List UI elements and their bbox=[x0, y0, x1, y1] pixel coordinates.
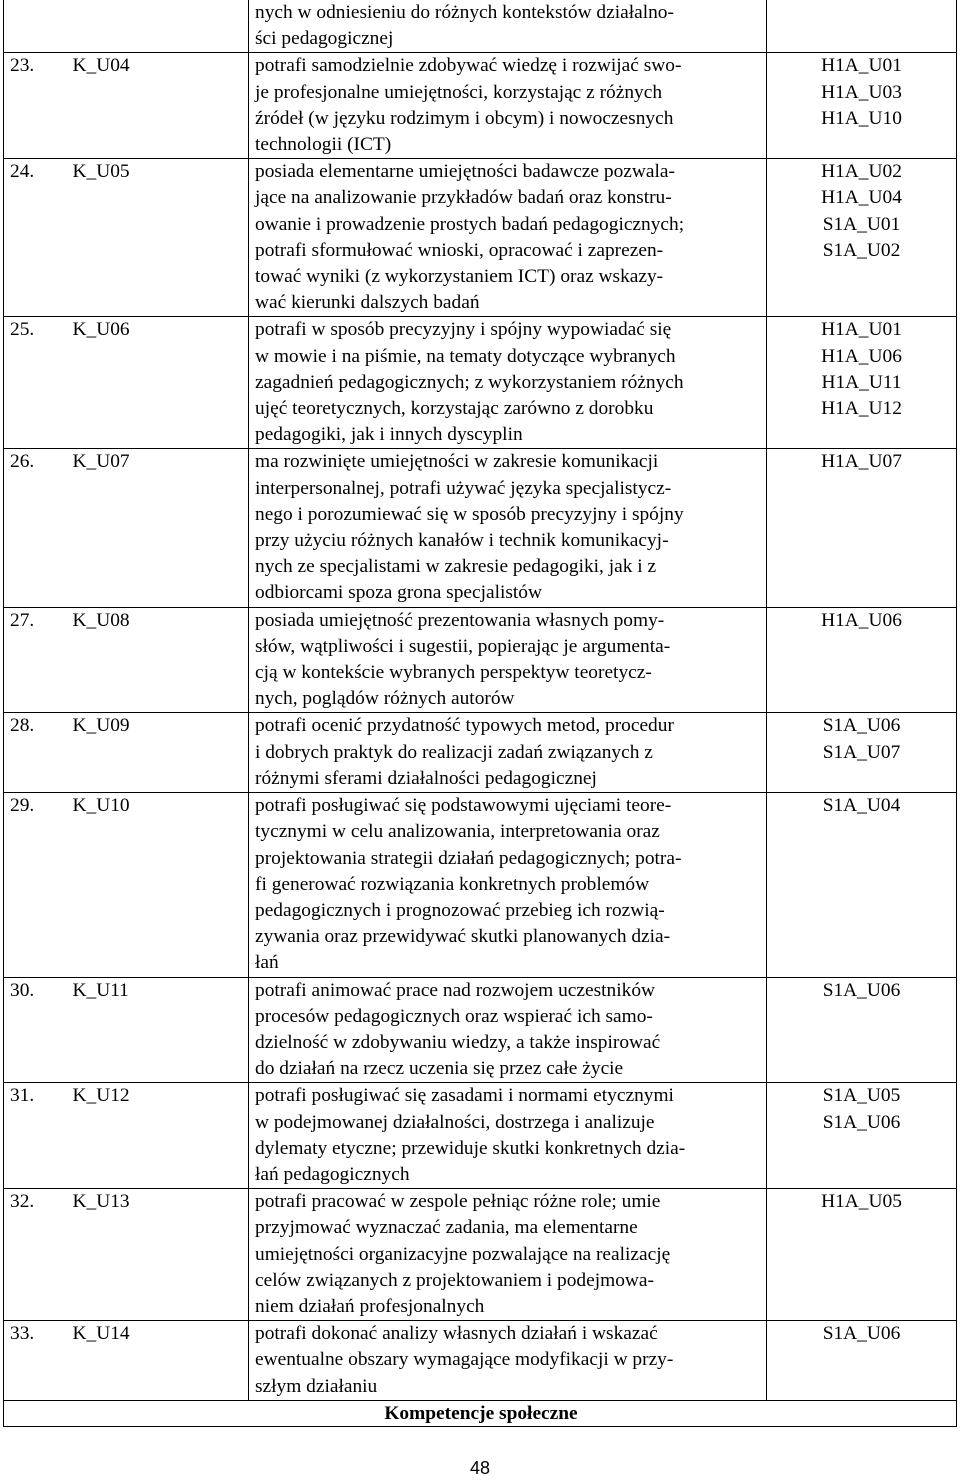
description-line: szłym działaniu bbox=[255, 1375, 378, 1397]
outcome-code: K_U09 bbox=[69, 713, 249, 793]
description-line: owanie i prowadzenie prostych badań pedagogicznych; bbox=[255, 213, 685, 235]
description-line: potrafi animować prace nad rozwojem uczestników bbox=[255, 979, 656, 1001]
reference-code: H1A_U02 bbox=[821, 161, 902, 183]
description-line: przyjmować wyznaczać zadania, ma elementarne bbox=[255, 1217, 638, 1239]
description-line: zywania oraz przewidywać skutki planowanych dzia- bbox=[255, 926, 671, 948]
reference-code: H1A_U03 bbox=[821, 81, 902, 103]
outcome-code: K_U04 bbox=[69, 53, 249, 159]
description-line: łań bbox=[255, 952, 279, 974]
table-row bbox=[4, 1321, 957, 1401]
description-line: tycznymi w celu analizowania, interpretowania oraz bbox=[255, 821, 660, 843]
reference-codes bbox=[767, 607, 957, 713]
row-number: 25. bbox=[4, 317, 69, 449]
description-line: źródeł (w języku rodzimym i obcym) i nowoczesnych bbox=[255, 107, 674, 129]
description-line: fi generować rozwiązania konkretnych problemów bbox=[255, 873, 650, 895]
reference-codes bbox=[767, 1083, 957, 1189]
reference-code: S1A_U04 bbox=[822, 795, 901, 817]
outcome-description bbox=[249, 1321, 767, 1401]
outcome-description bbox=[249, 53, 767, 159]
reference-code: H1A_U06 bbox=[821, 609, 902, 631]
outcome-code: K_U13 bbox=[69, 1189, 249, 1321]
reference-code: H1A_U10 bbox=[821, 107, 902, 129]
outcome-description bbox=[249, 317, 767, 449]
description-line: procesów pedagogicznych oraz wspierać ich samo- bbox=[255, 1005, 653, 1027]
row-number: 23. bbox=[4, 53, 69, 159]
description-line: ści pedagogicznej bbox=[255, 28, 394, 50]
table-row bbox=[4, 793, 957, 977]
description-line: pedagogicznych i prognozować przebieg ich rozwią- bbox=[255, 899, 665, 921]
reference-code: H1A_U06 bbox=[821, 345, 902, 367]
reference-codes bbox=[767, 449, 957, 607]
description-line: potrafi pracować w zespole pełniąc różne role; umie bbox=[255, 1191, 661, 1213]
description-line: nych, poglądów różnych autorów bbox=[255, 688, 515, 710]
table-row bbox=[4, 0, 957, 53]
description-line: wać kierunki dalszych badań bbox=[255, 292, 480, 314]
outcome-code: K_U08 bbox=[69, 607, 249, 713]
description-line: przy użyciu różnych kanałów i technik komunikacyj- bbox=[255, 530, 669, 552]
reference-codes bbox=[767, 793, 957, 977]
row-number: 27. bbox=[4, 607, 69, 713]
outcome-description bbox=[249, 977, 767, 1083]
reference-code: S1A_U07 bbox=[822, 741, 901, 763]
description-line: interpersonalnej, potrafi używać języka specjalistycz- bbox=[255, 477, 672, 499]
description-line: odbiorcami spoza grona specjalistów bbox=[255, 582, 543, 604]
description-line: różnymi sferami działalności pedagogicznej bbox=[255, 767, 597, 789]
outcome-description bbox=[249, 0, 767, 53]
row-number: 31. bbox=[4, 1083, 69, 1189]
outcomes-table-body bbox=[4, 0, 957, 1400]
reference-code: H1A_U04 bbox=[821, 187, 902, 209]
reference-code: S1A_U02 bbox=[822, 239, 901, 261]
reference-codes bbox=[767, 1321, 957, 1401]
description-line: w podejmowanej działalności, dostrzega i analizuje bbox=[255, 1111, 655, 1133]
outcome-description bbox=[249, 607, 767, 713]
description-line: dylematy etyczne; przewiduje skutki konkretnych dzia- bbox=[255, 1137, 686, 1159]
section-header: Kompetencje społeczne bbox=[4, 1400, 957, 1426]
description-line: potrafi sformułować wnioski, opracować i zaprezen- bbox=[255, 239, 664, 261]
outcome-code: K_U14 bbox=[69, 1321, 249, 1401]
reference-codes bbox=[767, 713, 957, 793]
outcome-code: K_U05 bbox=[69, 159, 249, 317]
outcome-description bbox=[249, 1083, 767, 1189]
table-row bbox=[4, 159, 957, 317]
description-line: pedagogiki, jak i innych dyscyplin bbox=[255, 424, 523, 446]
row-number bbox=[4, 0, 69, 53]
outcome-description bbox=[249, 793, 767, 977]
table-row bbox=[4, 1083, 957, 1189]
description-line: nych w odniesieniu do różnych kontekstów działalno- bbox=[255, 2, 674, 23]
reference-code: S1A_U06 bbox=[822, 979, 901, 1001]
description-line: i dobrych praktyk do realizacji zadań związanych z bbox=[255, 741, 653, 763]
outcome-description bbox=[249, 713, 767, 793]
row-number: 26. bbox=[4, 449, 69, 607]
description-line: potrafi samodzielnie zdobywać wiedzę i rozwijać swo- bbox=[255, 55, 682, 77]
outcomes-table bbox=[3, 0, 957, 1427]
reference-codes bbox=[767, 317, 957, 449]
description-line: je profesjonalne umiejętności, korzystając z różnych bbox=[255, 81, 663, 103]
reference-code: H1A_U01 bbox=[821, 319, 902, 341]
table-row bbox=[4, 317, 957, 449]
description-line: do działań na rzecz uczenia się przez całe życie bbox=[255, 1058, 624, 1080]
table-row bbox=[4, 449, 957, 607]
description-line: cją w kontekście wybranych perspektyw teoretycz- bbox=[255, 662, 652, 684]
table-row bbox=[4, 977, 957, 1083]
description-line: potrafi posługiwać się zasadami i normami etycznymi bbox=[255, 1085, 674, 1107]
table-row bbox=[4, 53, 957, 159]
description-line: celów związanych z projektowaniem i podejmowa- bbox=[255, 1269, 654, 1291]
description-line: słów, wątpliwości i sugestii, popierając je argumenta- bbox=[255, 635, 671, 657]
row-number: 28. bbox=[4, 713, 69, 793]
description-line: dzielność w zdobywaniu wiedzy, a także inspirować bbox=[255, 1031, 661, 1053]
description-line: łań pedagogicznych bbox=[255, 1163, 410, 1185]
outcome-description bbox=[249, 159, 767, 317]
description-line: ewentualne obszary wymagające modyfikacji w przy- bbox=[255, 1349, 674, 1371]
outcome-code bbox=[69, 0, 249, 53]
table-row bbox=[4, 1189, 957, 1321]
outcome-description bbox=[249, 449, 767, 607]
description-line: ujęć teoretycznych, korzystając zarówno z dorobku bbox=[255, 398, 654, 420]
reference-code: S1A_U01 bbox=[822, 213, 901, 235]
section-header-row bbox=[4, 1400, 957, 1426]
description-line: jące na analizowanie przykładów badań oraz konstru- bbox=[255, 187, 672, 209]
reference-code: H1A_U12 bbox=[821, 398, 902, 420]
reference-codes bbox=[767, 159, 957, 317]
description-line: umiejętności organizacyjne pozwalające na realizację bbox=[255, 1243, 671, 1265]
table-row bbox=[4, 713, 957, 793]
reference-code: H1A_U11 bbox=[821, 371, 902, 393]
row-number: 32. bbox=[4, 1189, 69, 1321]
reference-code: S1A_U06 bbox=[822, 715, 901, 737]
description-line: ma rozwinięte umiejętności w zakresie komunikacji bbox=[255, 451, 659, 473]
outcome-code: K_U07 bbox=[69, 449, 249, 607]
reference-code: S1A_U05 bbox=[822, 1085, 901, 1107]
row-number: 29. bbox=[4, 793, 69, 977]
description-line: nych ze specjalistami w zakresie pedagogiki, jak i z bbox=[255, 556, 657, 578]
description-line: potrafi ocenić przydatność typowych metod, procedur bbox=[255, 715, 674, 737]
reference-code: S1A_U06 bbox=[822, 1323, 901, 1345]
page-number: 48 bbox=[469, 1458, 491, 1478]
description-line: nego i porozumiewać się w sposób precyzyjny i spójny bbox=[255, 503, 684, 525]
description-line: projektowania strategii działań pedagogicznych; potra- bbox=[255, 847, 682, 869]
reference-code: H1A_U01 bbox=[821, 55, 902, 77]
outcome-description bbox=[249, 1189, 767, 1321]
description-line: potrafi w sposób precyzyjny i spójny wypowiadać się bbox=[255, 319, 672, 341]
description-line: zagadnień pedagogicznych; z wykorzystaniem różnych bbox=[255, 371, 684, 393]
reference-codes bbox=[767, 1189, 957, 1321]
description-line: potrafi posługiwać się podstawowymi ujęciami teore- bbox=[255, 795, 672, 817]
outcome-code: K_U10 bbox=[69, 793, 249, 977]
reference-code: H1A_U07 bbox=[821, 451, 902, 473]
reference-codes bbox=[767, 53, 957, 159]
description-line: w mowie i na piśmie, na tematy dotyczące wybranych bbox=[255, 345, 676, 367]
outcome-code: K_U06 bbox=[69, 317, 249, 449]
description-line: potrafi dokonać analizy własnych działań i wskazać bbox=[255, 1323, 658, 1345]
row-number: 33. bbox=[4, 1321, 69, 1401]
table-row bbox=[4, 607, 957, 713]
reference-codes bbox=[767, 977, 957, 1083]
description-line: posiada elementarne umiejętności badawcze pozwala- bbox=[255, 161, 675, 183]
outcome-code: K_U12 bbox=[69, 1083, 249, 1189]
row-number: 24. bbox=[4, 159, 69, 317]
description-line: posiada umiejętność prezentowania własnych pomy- bbox=[255, 609, 665, 631]
row-number: 30. bbox=[4, 977, 69, 1083]
reference-code: H1A_U05 bbox=[821, 1191, 902, 1213]
description-line: technologii (ICT) bbox=[255, 134, 392, 156]
outcome-code: K_U11 bbox=[69, 977, 249, 1083]
reference-code: S1A_U06 bbox=[822, 1111, 901, 1133]
description-line: niem działań profesjonalnych bbox=[255, 1295, 485, 1317]
reference-codes bbox=[767, 0, 957, 53]
description-line: tować wyniki (z wykorzystaniem ICT) oraz wskazy- bbox=[255, 266, 664, 288]
